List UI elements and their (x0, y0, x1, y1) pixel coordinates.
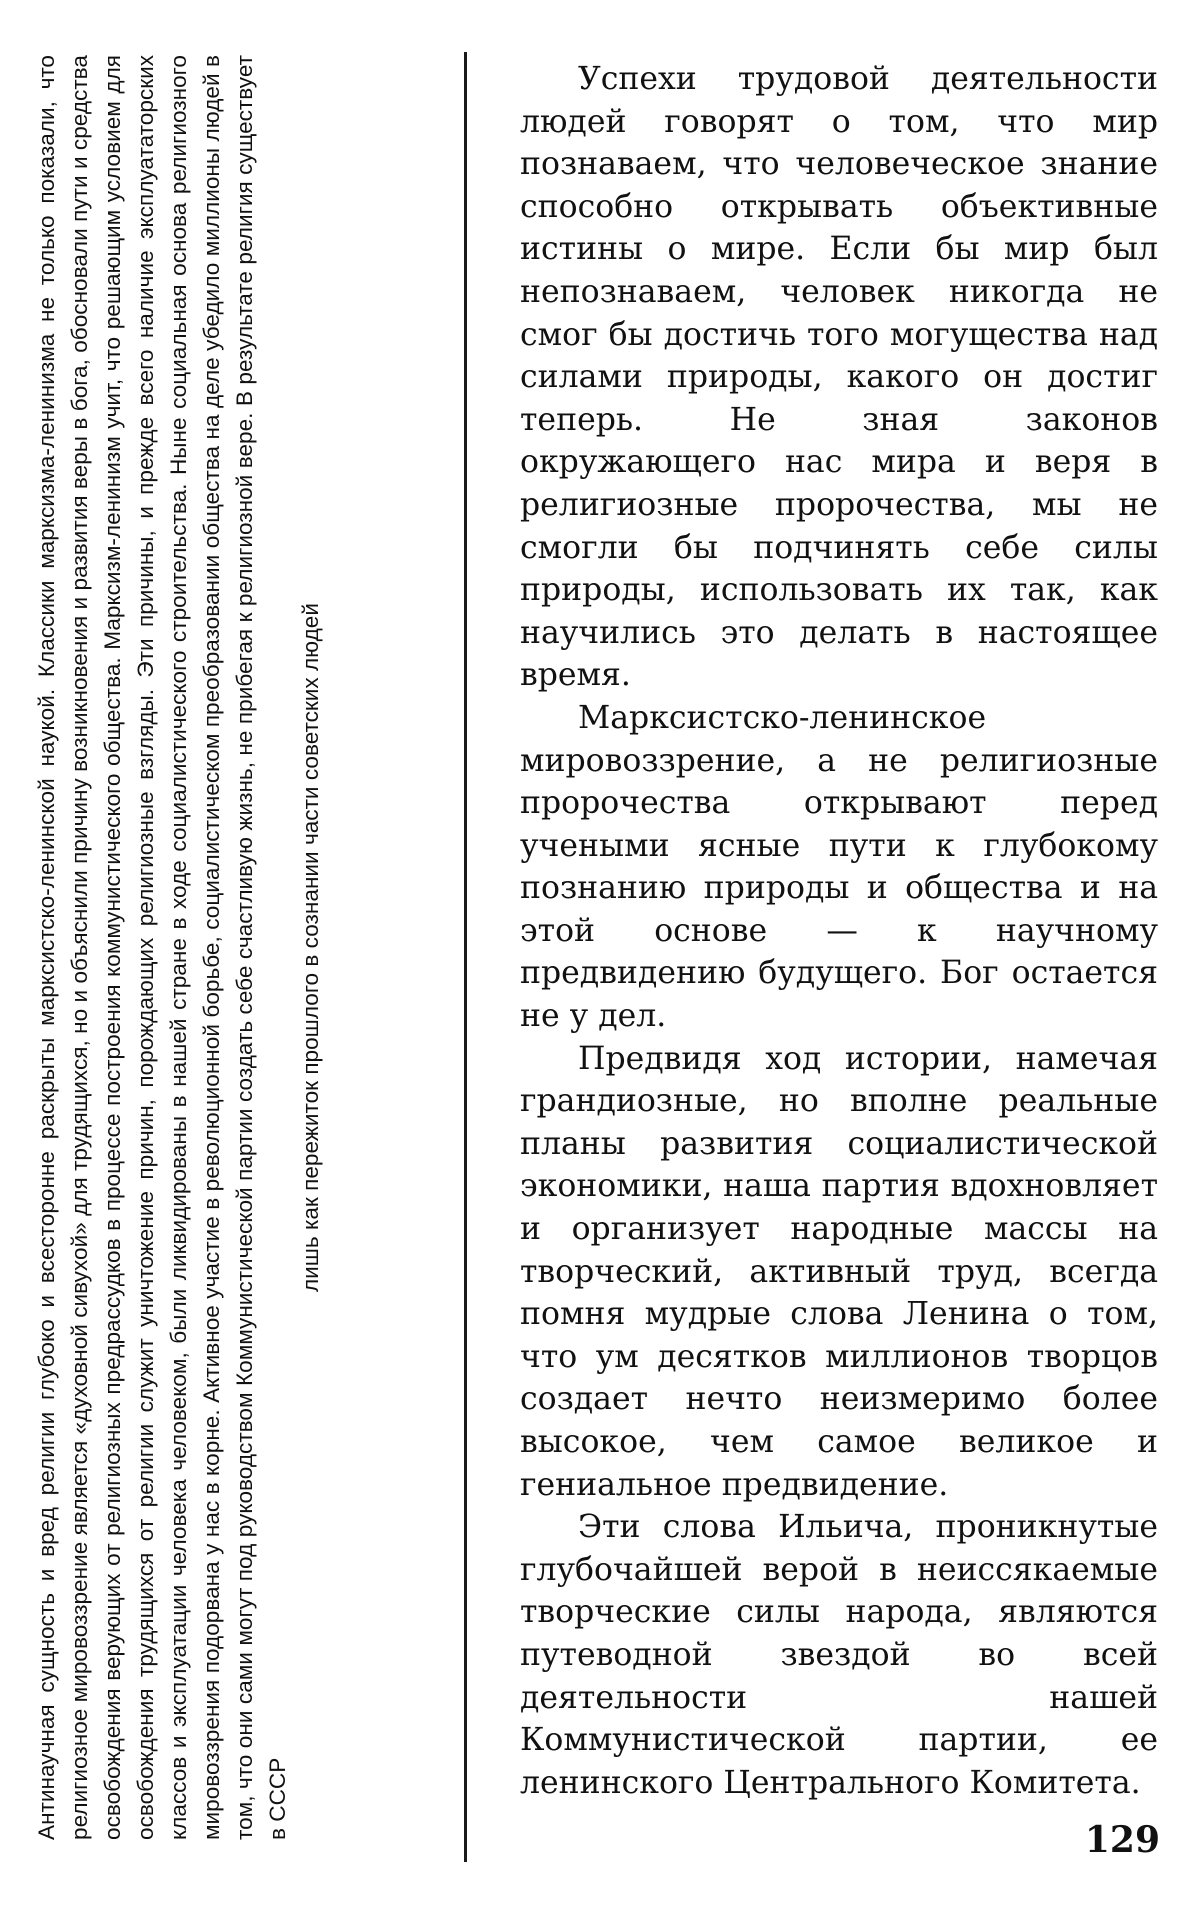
rotated-text-column (30, 55, 430, 1840)
rotated-last-line: лишь как пережиток прошлого в сознании части советских людей (298, 603, 323, 1292)
main-paragraph-1: Успехи трудовой деятельности людей говорят о том, что мир познаваем, что человеческое знание способно открывать объективные истины о мире. Если бы мир был непознаваем, человек никогда не смог бы достичь того могущества над силами природы, какого он достиг теперь. Не зная законов окружающего нас мира и веря в религиозные пророчества, мы не смогли бы подчинять себе силы природы, использовать их так, как научились это делать в настоящее время. (520, 61, 1158, 694)
main-paragraph-2: Марксистско-ленинское мировоззрение, а не религиозные пророчества открывают перед учеными ясные пути к глубокому познанию природы и общества и на этой основе — к научному предвидению будущего. Бог остается не у дел. (520, 699, 1158, 1035)
column-divider (464, 52, 467, 1862)
rotated-paragraph: Антинаучная сущность и вред религии глубоко и всесторонне раскрыты марксистско-ленинской наукой. Классики марксизма-ленинизма не только показали, что религиозное мировоззрение является «духовной сивухой» для трудящихся, но и объяснили причину возникновения и развития веры в бога, обосновали пути и средства освобождения верующих от религиозных предрассудков в процессе построения коммунистического общества. Марксизм-ленинизм учит, что решающим условием для освобождения трудящихся от религии служит уничтожение причин, порождающих религиозные взгляды. Эти причины, и прежде всего наличие эксплуататорских классов и эксплуатации человека человеком, были ликвидированы в нашей стране в ходе социалистического строительства. Ныне социальная основа религиозного мировоззрения подорвана у нас в корне. Активное участие в революционной борьбе, социалистическом преобразовании общества на деле убедило миллионы людей в том, что они сами могут под руководством Коммунистической партии создать себе счастливую жизнь, не прибегая к религиозной вере. В результате религия существует в СССР (34, 55, 290, 1840)
main-paragraph-3: Предвидя ход истории, намечая грандиозные, но вполне реальные планы развития социалистической экономики, наша партия вдохновляет и организует народные массы на творческий, активный труд, всегда помня мудрые слова Ленина о том, что ум десятков миллионов творцов создает нечто неизмеримо более высокое, чем самое великое и гениальное предвидение. (520, 1040, 1158, 1503)
page-number: 129 (1084, 1819, 1160, 1861)
main-paragraph-4: Эти слова Ильича, проникнутые глубочайшей верой в неиссякаемые творческие силы народа, являются путеводной звездой во всей деятельности нашей Коммунистической партии, ее ленинского Центрального Комитета. (520, 1509, 1158, 1801)
rotated-text-block (30, 55, 430, 1840)
main-text-column (520, 58, 1158, 1804)
